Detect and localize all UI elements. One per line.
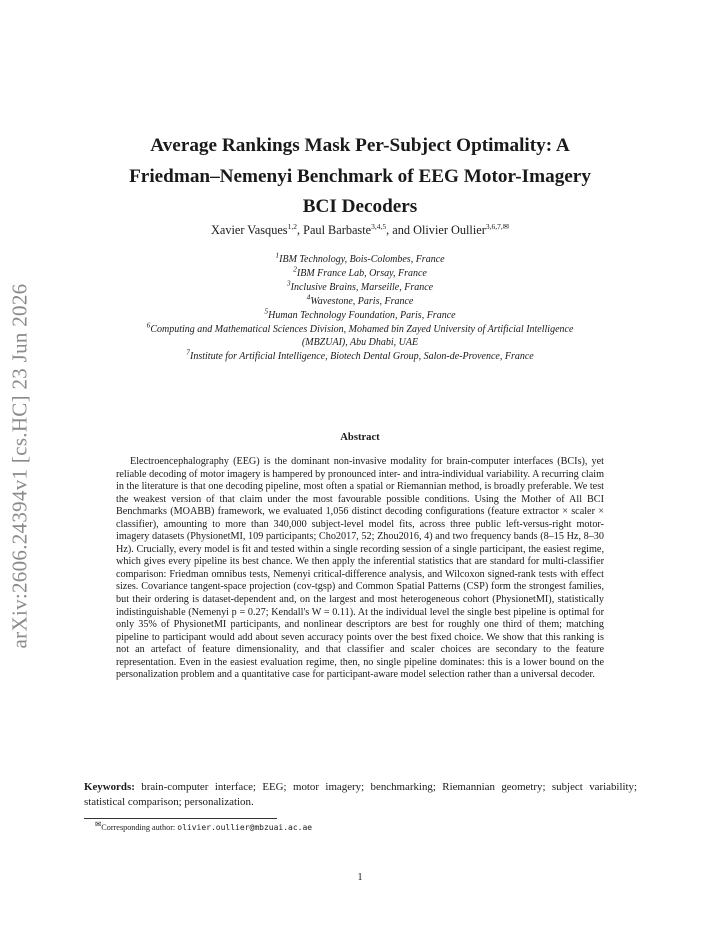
keywords-label: Keywords: [84,781,135,793]
affiliation-text: Institute for Artificial Intelligence, Biotech Dental Group, Salon-de-Provence, France [190,351,534,363]
footnote [95,819,313,832]
title-line: Friedman–Nemenyi Benchmark of EEG Motor-Imagery [129,165,591,187]
author-affiliation-marks: 1,2 [287,221,297,231]
footnote-mark: ✉ [95,819,102,829]
affiliation-line [60,320,660,337]
affiliation-line [60,292,660,309]
affiliation-number: 7 [186,348,191,358]
author-affiliation-marks: 3,4,5 [371,221,387,231]
affiliation-number: 2 [293,264,297,274]
affiliation-line [60,278,660,295]
author-separator: , [296,223,304,237]
affiliation-text: IBM France Lab, Orsay, France [296,267,427,279]
author-name: Olivier Oullier [413,223,486,237]
affiliation-list [60,250,660,364]
affiliation-line [60,250,660,267]
abstract-heading: Abstract [340,432,380,443]
abstract-body: Electroencephalography (EEG) is the dominant non-invasive modality for brain-computer interfaces (BCIs), yet reliable decoding of motor imagery is hampered by pronounced inter- and intra-individual variability. A recurring claim in the literature is that one decoding pipeline, most often a spatial or Riemannian method, is broadly preferable. We test the weakest version of that claim under the most favourable possible conditions. Using the Mother of All BCI Benchmarks (MOABB) framework, we evaluated 1,056 distinct decoding configurations (feature extractor × scaler × classifier), amounting to more than 340,000 subject-level model fits, across three public left-versus-right motor-imagery datasets (PhysionetMI, 109 participants; Cho2017, 52; Zhou2016, 4) and two frequency bands (8–15 Hz, 8–30 Hz). Crucially, every model is fit and tested within a single recording session of a single participant, the easiest regime, which gives every pipeline its best chance. We then apply the inferential statistics that are standard for multi-classifier comparison: Friedman omnibus tests, Nemenyi critical-difference analysis, and Wilcoxon signed-rank tests with effect sizes. Covariance tangent-space projection (cov-tgsp) and Common Spatial Patterns (CSP) form the strongest families, but their ordering is dataset-dependent and, on the largest and most heterogeneous cohort (PhysionetMI), statistically indistinguishable (Nemenyi p = 0.27; Kendall's W = 0.11). At the individual level the single best pipeline is optimal for only 35% of PhysionetMI participants, and nonlinear descriptors are best for roughly one third of them; matching pipeline to participant would add about seven accuracy points over the best fixed choice. We show that this ranking is not an artefact of feature dimensionality, and that classifier and scaler choices are secondary to the feature representation. Even in the easiest evaluation regime, then, no single pipeline dominates: this is a lower bound on the personalization problem and a quantitative case for participant-aware model selection rather than a universal decoder. [116,456,604,681]
page-number: 1 [357,872,363,883]
affiliation-text: Computing and Mathematical Sciences Division, Mohamed bin Zayed University of Artificial Intelligence [150,323,574,335]
affiliation-number: 4 [306,292,311,302]
affiliation-line [60,264,660,281]
affiliation-line [60,336,660,350]
corresponding-email-link[interactable]: olivier.oullier@mbzuai.ac.ae [177,823,313,832]
title-line: Average Rankings Mask Per-Subject Optimality: A [150,135,570,156]
affiliation-number: 1 [275,250,280,260]
affiliation-text: Human Technology Foundation, Paris, France [268,309,456,321]
affiliation-text: Wavestone, Paris, France [310,295,414,307]
author-name: Paul Barbaste [303,223,372,237]
title-line: BCI Decoders [302,196,418,217]
author-separator: , and [386,223,414,237]
footnote-rule [84,818,277,819]
affiliation-line [60,350,660,364]
arxiv-identifier-stamp: arXiv:2606.24394v1 [cs.HC] 23 Jun 2026 [7,283,32,649]
affiliation-text: (MBZUAI), Abu Dhabi, UAE [301,337,419,349]
paper-title [80,131,640,223]
affiliation-number: 3 [286,278,291,288]
author-name: Xavier Vasques [210,223,288,237]
affiliation-number: 5 [264,306,269,316]
affiliation-text: Inclusive Brains, Marseille, France [290,281,434,293]
keywords-text: brain-computer interface; EEG; motor imagery; benchmarking; Riemannian geometry; subject variability; statistical comparison; personalization. [84,781,637,808]
author-list [80,223,640,238]
affiliation-text: IBM Technology, Bois-Colombes, France [279,254,445,265]
affiliation-number: 6 [146,320,151,330]
keywords [84,780,637,810]
footnote-label: Corresponding author: [101,823,178,832]
author-affiliation-marks: 3,6,7,✉ [485,221,509,231]
